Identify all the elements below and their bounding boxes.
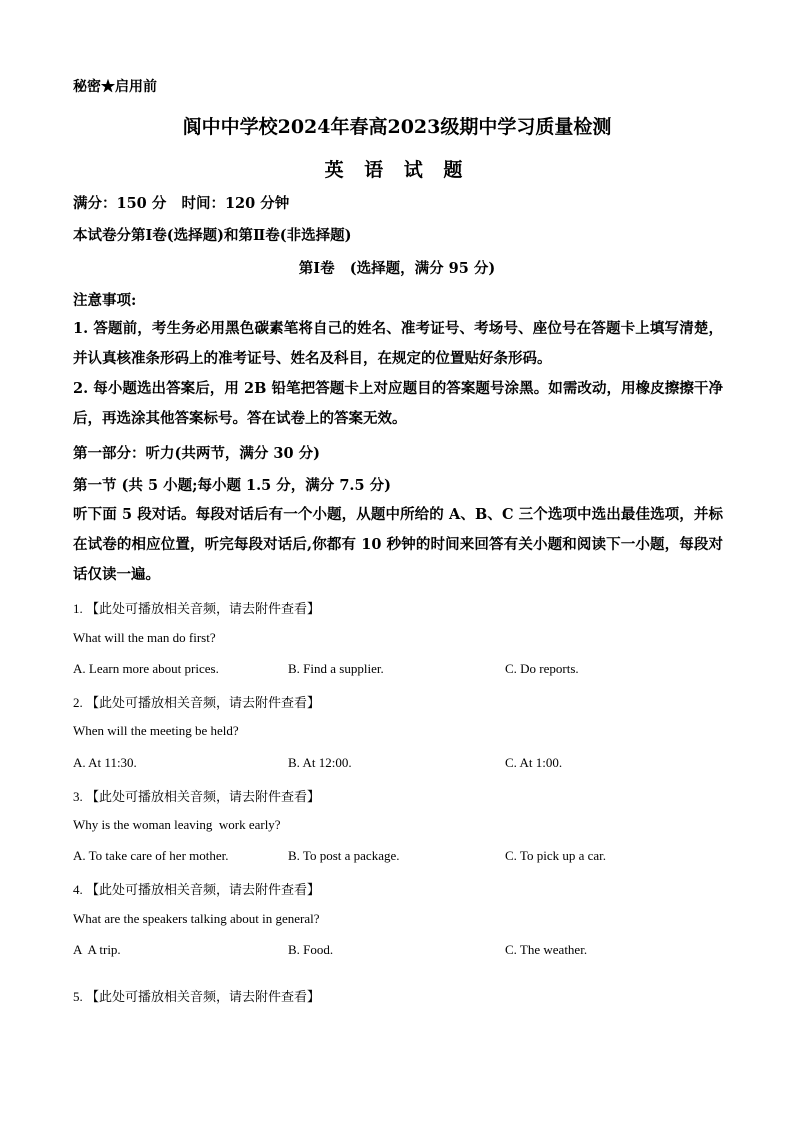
audio-link[interactable]: 【此处可播放相关音频，请去附件查看】 xyxy=(86,602,321,617)
option-a: A. At 11:30. xyxy=(73,755,137,770)
audio-link[interactable]: 【此处可播放相关音频，请去附件查看】 xyxy=(86,990,321,1005)
question-text: When will the meeting be held? xyxy=(73,723,239,738)
option-a: A A trip. xyxy=(73,942,121,957)
question-number: 5. xyxy=(73,989,83,1004)
listening-instructions: 听下面 5 段对话。每段对话后有一个小题，从题中所给的 A、B、C 三个选项中选出最佳选项，并标在试卷的相应位置，听完每段对话后,你都有 10 秒钟的时间来回答有关小题和阅读下一小题，每段对话仅读一遍。 xyxy=(73,506,723,583)
note-1: 1. 答题前，考生务必用黑色碳素笔将自己的姓名、准考证号、考场号、座位号在答题卡上填写清楚，并认真核准条形码上的准考证号、姓名及科目，在规定的位置贴好条形码。 xyxy=(73,320,723,367)
part-one-heading: 第Ⅰ卷 (选择题，满分 95 分) xyxy=(298,260,496,277)
option-b: B. Food. xyxy=(288,942,334,957)
question-header xyxy=(73,986,320,1005)
confidential-mark: 秘密★启用前 xyxy=(73,79,157,95)
question-header xyxy=(73,598,320,617)
section-part-one: 第一部分：听力(共两节，满分 30 分) xyxy=(73,445,320,462)
question-number: 3. xyxy=(73,789,83,804)
option-b: B. Find a supplier. xyxy=(288,661,384,676)
note-2: 2. 每小题选出答案后，用 2B 铅笔把答题卡上对应题目的答案题号涂黑。如需改动，用橡皮擦擦干净后，再选涂其他答案标号。答在试卷上的答案无效。 xyxy=(73,380,723,427)
notes-heading: 注意事项: xyxy=(73,292,137,309)
question-header xyxy=(73,879,320,898)
score-time: 满分：150 分 时间：120 分钟 xyxy=(73,195,290,212)
section-sub-one: 第一节 (共 5 小题;每小题 1.5 分，满分 7.5 分) xyxy=(73,477,391,494)
option-a: A. Learn more about prices. xyxy=(73,661,219,676)
paper-structure: 本试卷分第Ⅰ卷(选择题)和第Ⅱ卷(非选择题) xyxy=(73,227,352,244)
exam-title: 阆中中学校2024年春高2023级期中学习质量检测 xyxy=(182,116,612,138)
question-text: What will the man do first? xyxy=(73,630,216,645)
audio-link[interactable]: 【此处可播放相关音频，请去附件查看】 xyxy=(86,790,321,805)
option-c: C. Do reports. xyxy=(505,661,579,676)
option-a: A. To take care of her mother. xyxy=(73,848,229,863)
option-b: B. At 12:00. xyxy=(288,755,352,770)
question-header xyxy=(73,692,320,711)
question-number: 2. xyxy=(73,695,83,710)
audio-link[interactable]: 【此处可播放相关音频，请去附件查看】 xyxy=(86,696,321,711)
question-number: 4. xyxy=(73,882,83,897)
option-c: C. The weather. xyxy=(505,942,588,957)
question-text: Why is the woman leaving work early? xyxy=(73,817,281,832)
audio-link[interactable]: 【此处可播放相关音频，请去附件查看】 xyxy=(86,883,321,898)
question-number: 1. xyxy=(73,601,83,616)
option-c: C. At 1:00. xyxy=(505,755,563,770)
option-b: B. To post a package. xyxy=(288,848,400,863)
question-header xyxy=(73,786,320,805)
subject-title: 英 语 试 题 xyxy=(324,159,470,181)
option-c: C. To pick up a car. xyxy=(505,848,607,863)
question-text: What are the speakers talking about in general? xyxy=(73,911,320,926)
